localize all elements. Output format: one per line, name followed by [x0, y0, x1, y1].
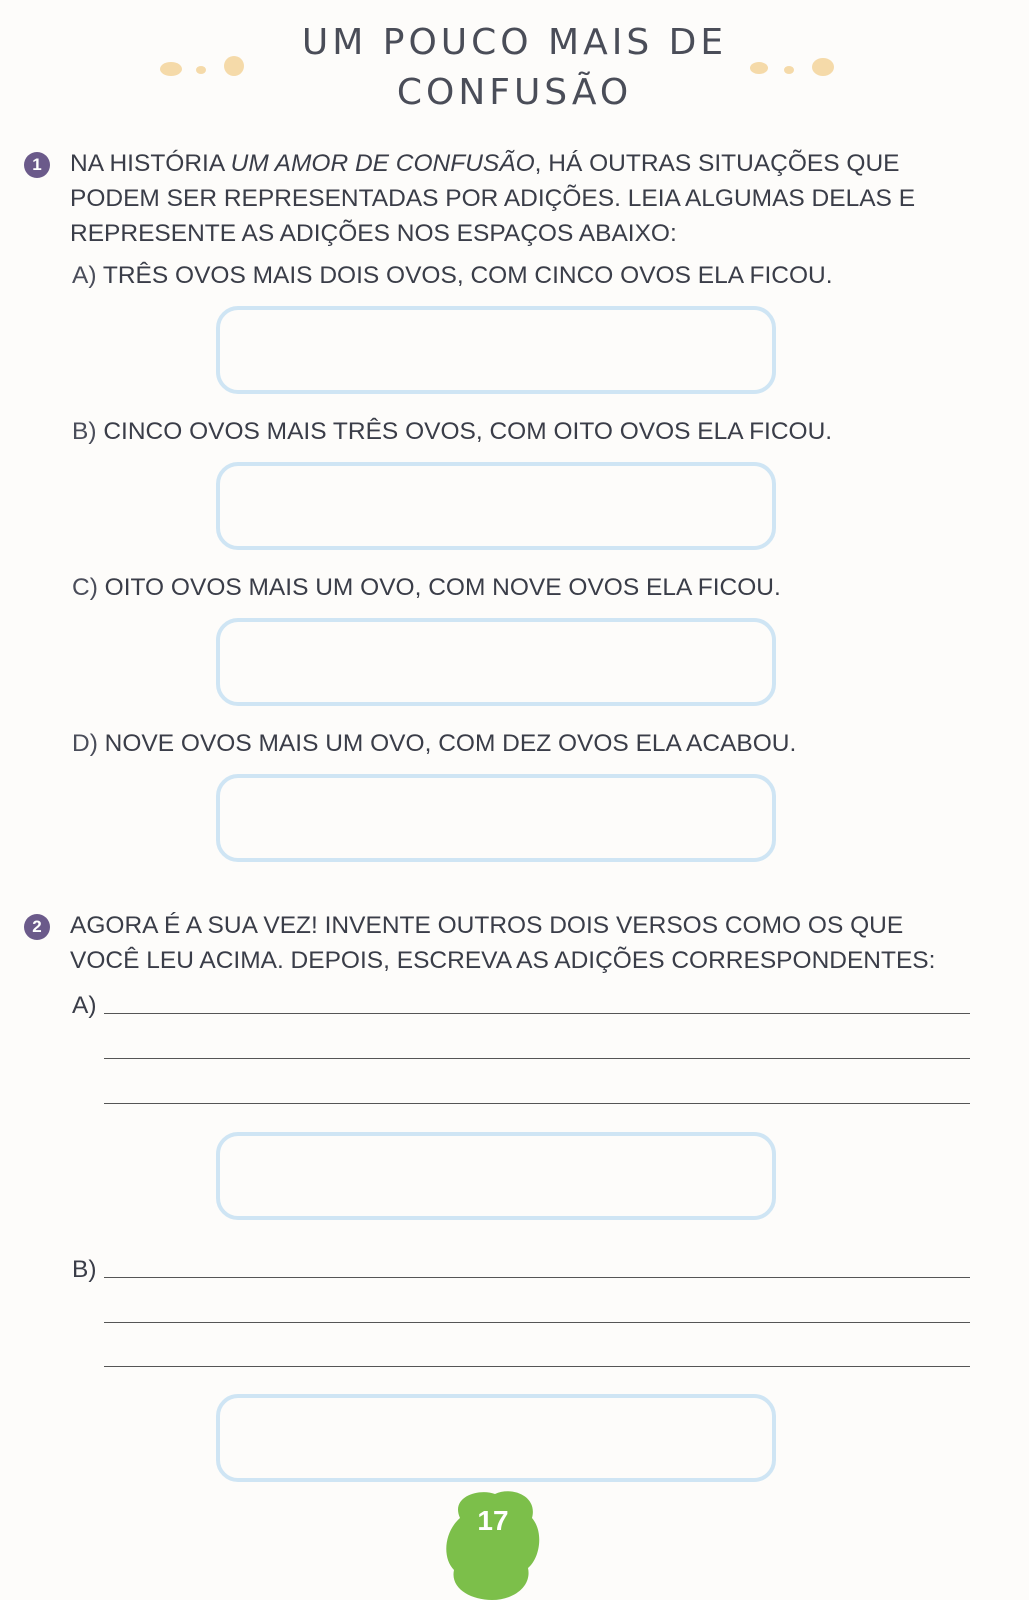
question-2-line-1: AGORA É A SUA VEZ! INVENTE OUTROS DOIS VERSOS COMO OS QUE — [70, 912, 904, 939]
item-text: CINCO OVOS MAIS TRÊS OVOS, COM OITO OVOS ELA FICOU. — [103, 418, 833, 445]
question-2-item-b-letter: B) — [72, 1256, 97, 1283]
item-text: OITO OVOS MAIS UM OVO, COM NOVE OVOS ELA FICOU. — [104, 574, 781, 601]
answer-box-1d[interactable] — [216, 774, 776, 862]
item-letter: A) — [72, 262, 97, 289]
question-1-number-badge: 1 — [24, 152, 50, 178]
question-1-line-1 — [70, 146, 1000, 181]
writing-line-2a-3[interactable] — [104, 1103, 970, 1104]
question-1-line-2: PODEM SER REPRESENTADAS POR ADIÇÕES. LEIA ALGUMAS DELAS E — [70, 185, 916, 212]
story-title: UM AMOR DE CONFUSÃO — [230, 150, 535, 177]
question-1-text — [70, 146, 1000, 251]
question-1-text-start: NA HISTÓRIA — [70, 150, 231, 177]
question-1-item-c — [72, 574, 781, 602]
question-1-line-3: REPRESENTE AS ADIÇÕES NOS ESPAÇOS ABAIXO: — [70, 220, 677, 247]
page-title-line-1: UM POUCO MAIS DE — [301, 22, 728, 63]
item-letter: D) — [72, 730, 98, 757]
writing-line-2a-1[interactable] — [104, 1013, 970, 1014]
writing-line-2b-3[interactable] — [104, 1366, 970, 1367]
page-title-line-2: CONFUSÃO — [396, 72, 633, 113]
writing-line-2b-2[interactable] — [104, 1322, 970, 1323]
answer-box-1a[interactable] — [216, 306, 776, 394]
answer-box-1b[interactable] — [216, 462, 776, 550]
writing-line-2b-1[interactable] — [104, 1277, 970, 1278]
question-2-line-2: VOCÊ LEU ACIMA. DEPOIS, ESCREVA AS ADIÇÕES CORRESPONDENTES: — [70, 947, 936, 974]
item-text: TRÊS OVOS MAIS DOIS OVOS, COM CINCO OVOS ELA FICOU. — [102, 262, 833, 289]
question-1-item-b — [72, 418, 832, 446]
item-letter: B) — [72, 418, 97, 445]
question-1-text-end: , HÁ OUTRAS SITUAÇÕES QUE — [534, 150, 900, 177]
writing-line-2a-2[interactable] — [104, 1058, 970, 1059]
question-1-item-a — [72, 262, 833, 290]
question-2-number-badge: 2 — [24, 914, 50, 940]
question-2-text — [70, 908, 1000, 978]
item-text: NOVE OVOS MAIS UM OVO, COM DEZ OVOS ELA ACABOU. — [104, 730, 797, 757]
answer-box-1c[interactable] — [216, 618, 776, 706]
question-2-item-a-letter: A) — [72, 992, 97, 1019]
question-1-item-d — [72, 730, 796, 758]
item-letter: C) — [72, 574, 98, 601]
page-number: 17 — [477, 1505, 509, 1536]
answer-box-2b[interactable] — [216, 1394, 776, 1482]
answer-box-2a[interactable] — [216, 1132, 776, 1220]
